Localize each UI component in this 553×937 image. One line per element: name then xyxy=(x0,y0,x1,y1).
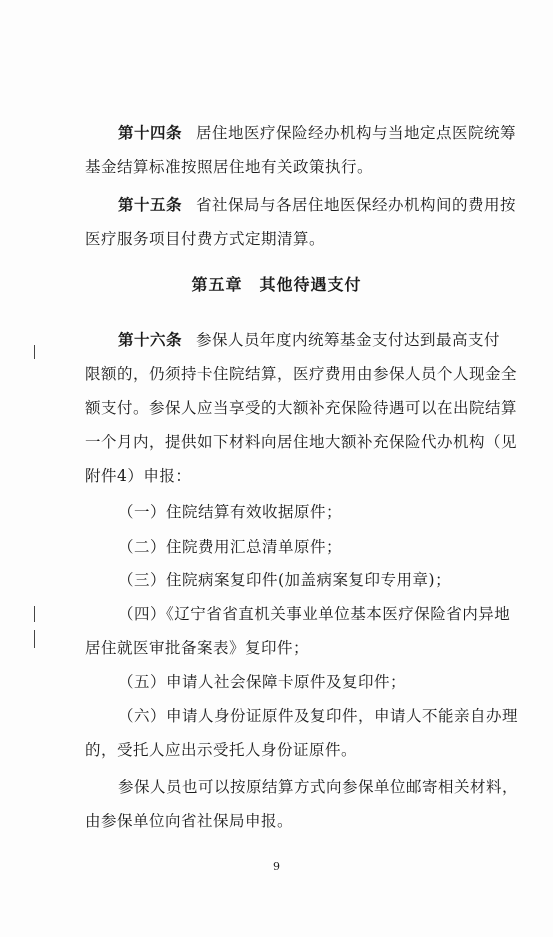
closing-line-2: 由参保单位向省社保局申报。 xyxy=(85,812,294,830)
list-item-continuation: 居住就医审批备案表》复印件； xyxy=(85,639,310,657)
article-14-text-1: 居住地医疗保险经办机构与当地定点医院统筹 xyxy=(196,124,517,142)
article-16-line-2: 限额的，仍须持卡住院结算，医疗费用由参保人员个人现金全 xyxy=(85,365,518,383)
article-15-line-1 xyxy=(118,195,538,215)
list-item: （二）住院费用汇总清单原件； xyxy=(118,538,343,556)
article-15-text-1: 省社保局与各居住地医保经办机构间的费用按 xyxy=(196,196,517,214)
list-item-continuation: 的，受托人应出示受托人身份证原件。 xyxy=(85,741,358,759)
article-16-line-3: 额支付。参保人应当享受的大额补充保险待遇可以在出院结算 xyxy=(85,399,518,417)
page-number: 9 xyxy=(273,860,280,873)
article-14-line-2: 基金结算标准按照居住地有关政策执行。 xyxy=(85,158,374,176)
article-14-label: 第十四条 xyxy=(118,123,183,142)
article-16-line-5: 附件4）申报： xyxy=(85,467,192,485)
list-item: （四）《辽宁省省直机关事业单位基本医疗保险省内异地 xyxy=(118,605,511,623)
list-item: （六）申请人身份证原件及复印件，申请人不能亲自办理 xyxy=(118,707,519,725)
article-16-line-1 xyxy=(118,330,538,350)
list-item: （五）申请人社会保障卡原件及复印件； xyxy=(118,673,407,691)
scan-mark xyxy=(34,345,35,359)
article-14-line-1 xyxy=(118,123,538,143)
list-item: （一）住院结算有效收据原件； xyxy=(118,503,343,521)
article-15-line-2: 医疗服务项目付费方式定期清算。 xyxy=(85,230,326,248)
chapter-heading: 第五章 其他待遇支付 xyxy=(191,275,362,294)
scan-mark xyxy=(34,630,35,648)
article-15-label: 第十五条 xyxy=(118,195,183,214)
list-item: （三）住院病案复印件(加盖病案复印专用章)； xyxy=(118,571,452,589)
closing-line-1: 参保人员也可以按原结算方式向参保单位邮寄相关材料， xyxy=(118,778,519,796)
article-16-label: 第十六条 xyxy=(118,330,183,349)
article-16-line-4: 一个月内，提供如下材料向居住地大额补充保险代办机构（见 xyxy=(85,433,518,451)
article-16-text-1: 参保人员年度内统筹基金支付达到最高支付 xyxy=(196,331,501,349)
scan-mark xyxy=(34,606,35,622)
